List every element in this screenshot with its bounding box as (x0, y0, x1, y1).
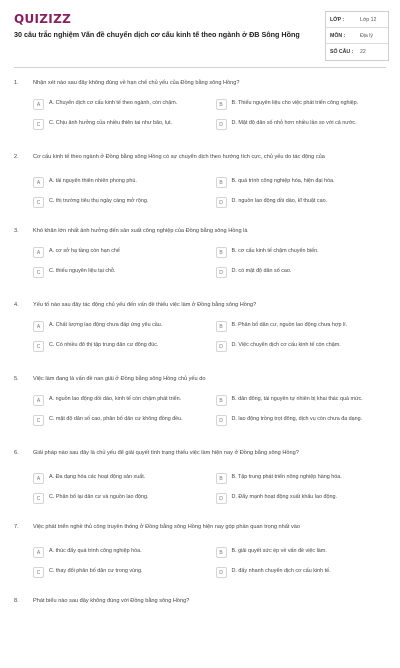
answer-options (33, 472, 388, 506)
option-letter-box: A (33, 547, 44, 558)
answer-option-a[interactable] (33, 176, 206, 190)
answer-options (33, 546, 388, 580)
question-item (0, 446, 400, 520)
answer-option-d[interactable] (216, 118, 389, 132)
option-letter-box: D (216, 567, 227, 578)
question-number: 2. (14, 154, 19, 160)
info-label: SỐ CÂU : (330, 49, 354, 55)
option-text: C. mật độ dân số cao, phân bố dân cư không đồng đều. (49, 416, 183, 422)
answer-option-a[interactable] (33, 246, 206, 260)
answer-option-d[interactable] (216, 492, 389, 506)
answer-options (33, 98, 388, 132)
document-title: 30 câu trắc nghiệm Vấn đề chuyển dịch cơ cấu kinh tế theo ngành ở ĐB Sông Hồng (14, 30, 300, 39)
option-letter-box: B (216, 247, 227, 258)
question-item (0, 520, 400, 594)
question-item (0, 76, 400, 150)
answer-option-c[interactable] (33, 566, 206, 580)
answer-option-c[interactable] (33, 118, 206, 132)
answer-option-c[interactable] (33, 414, 206, 428)
question-item (0, 224, 400, 298)
info-row-subject (326, 28, 388, 44)
answer-options (33, 320, 388, 354)
option-text: C. Chịu ảnh hưởng của nhiều thiên tai như bão, lụt. (49, 120, 173, 126)
answer-option-c[interactable] (33, 492, 206, 506)
option-letter-box: B (216, 177, 227, 188)
question-text: Nhận xét nào sau đây không đúng về hạn chế chủ yếu của Đồng bằng sông Hồng? (33, 80, 240, 86)
option-letter-box: B (216, 99, 227, 110)
option-text: A. thúc đẩy quá trình công nghiệp hóa. (49, 548, 142, 554)
option-text: B. giải quyết sức ép về vấn đề việc làm. (231, 548, 327, 554)
option-text: A. nguồn lao động dồi dào, kinh tế còn chậm phát triển. (49, 396, 182, 402)
option-text: C. thay đổi phân bố dân cư trong vùng. (49, 568, 143, 574)
option-letter-box: A (33, 473, 44, 484)
info-row-question-count (326, 44, 388, 60)
option-letter-box: D (216, 415, 227, 426)
option-letter-box: B (216, 547, 227, 558)
option-letter-box: D (216, 197, 227, 208)
option-text: B. Tập trung phát triển nông nghiệp hàng hóa. (231, 474, 342, 480)
answer-option-a[interactable] (33, 394, 206, 408)
answer-options (33, 176, 388, 210)
answer-option-b[interactable] (216, 472, 389, 486)
answer-options (33, 394, 388, 428)
answer-option-b[interactable] (216, 546, 389, 560)
option-letter-box: B (216, 473, 227, 484)
info-label: MÔN : (330, 32, 346, 39)
option-letter-box: B (216, 395, 227, 406)
option-text: D. lao động trồng trọt đông, dịch vụ còn chưa đa dạng. (231, 416, 363, 422)
info-row-grade (326, 12, 388, 28)
answer-option-d[interactable] (216, 414, 389, 428)
question-number: 8. (14, 598, 19, 604)
answer-option-d[interactable] (216, 266, 389, 280)
option-text: B. dân đông, tài nguyên tự nhiên bị khai thác quá mức. (231, 396, 363, 402)
question-text: Việc làm đang là vấn đề nan giải ở Đồng bằng sông Hồng chủ yếu do (33, 376, 206, 382)
option-letter-box: A (33, 395, 44, 406)
question-number: 5. (14, 376, 19, 382)
info-box (325, 11, 389, 61)
option-text: B. Thiếu nguyên liệu cho việc phát triển công nghiệp. (231, 100, 359, 106)
option-text: D. đẩy nhanh chuyển dịch cơ cấu kinh tế. (231, 568, 331, 574)
option-letter-box: C (33, 119, 44, 130)
question-text: Việc phát triển nghề thủ công truyền thống ở Đồng bằng sông Hồng hiện nay góp phần quan trọng nhất vào (33, 524, 300, 530)
option-text: B. Phân bố dân cư, nguồn lao động chưa hợp lí. (231, 322, 348, 328)
option-letter-box: D (216, 119, 227, 130)
answer-option-b[interactable] (216, 320, 389, 334)
answer-option-a[interactable] (33, 320, 206, 334)
info-value: Địa lý (360, 32, 373, 39)
answer-option-a[interactable] (33, 98, 206, 112)
question-item (0, 594, 400, 668)
answer-option-c[interactable] (33, 266, 206, 280)
info-label: LỚP : (330, 16, 345, 23)
quizizz-logo: QUIZIZZ (14, 12, 72, 26)
option-text: C. thị trường tiêu thụ ngày càng mở rộng. (49, 198, 149, 204)
question-text: Cơ cấu kinh tế theo ngành ở Đồng bằng sông Hồng có sự chuyển dịch theo hướng tích cực, chủ yếu do tác động của (33, 154, 325, 160)
option-letter-box: B (216, 321, 227, 332)
answer-option-b[interactable] (216, 394, 389, 408)
option-letter-box: A (33, 321, 44, 332)
option-text: A. Chất lượng lao động chưa đáp ứng yêu cầu. (49, 322, 163, 328)
option-letter-box: C (33, 415, 44, 426)
option-text: D. Đẩy mạnh hoạt động xuất khẩu lao động. (231, 494, 337, 500)
question-number: 6. (14, 450, 19, 456)
option-text: C. Phân bố lại dân cư và nguồn lao động. (49, 494, 149, 500)
option-text: D. có mật độ dân số cao. (231, 268, 292, 274)
option-letter-box: C (33, 197, 44, 208)
option-text: C. thiếu nguyên liệu tại chỗ. (49, 268, 116, 274)
answer-option-a[interactable] (33, 472, 206, 486)
question-text: Giải pháp nào sau đây là chủ yếu để giải quyết tình trạng thiếu việc làm hiện nay ở Đồng bằng sông Hồng? (33, 450, 299, 456)
answer-option-d[interactable] (216, 196, 389, 210)
question-number: 1. (14, 80, 19, 86)
option-text: A. Chuyển dịch cơ cấu kinh tế theo ngành, còn chậm. (49, 100, 178, 106)
option-letter-box: D (216, 341, 227, 352)
option-text: C. Có nhiều đô thị tập trung dân cư đông đúc. (49, 342, 159, 348)
question-text: Khó khăn lớn nhất ảnh hưởng đến sản xuất công nghiệp của Đồng bằng sông Hồng là (33, 228, 248, 234)
answer-options (33, 246, 388, 280)
option-text: A. tài nguyên thiên nhiên phong phú. (49, 178, 137, 184)
question-text: Phát biểu nào sau đây không đúng với Đồng bằng sông Hồng? (33, 598, 190, 604)
option-letter-box: C (33, 341, 44, 352)
option-letter-box: C (33, 567, 44, 578)
option-text: A. Đa dạng hóa các hoạt động sản xuất. (49, 474, 146, 480)
question-item (0, 150, 400, 224)
option-text: A. cơ sở hạ tầng còn hạn chế (49, 248, 120, 254)
option-letter-box: A (33, 99, 44, 110)
option-text: D. Việc chuyển dịch cơ cấu kinh tế còn chậm. (231, 342, 341, 348)
answer-option-a[interactable] (33, 546, 206, 560)
question-item (0, 372, 400, 446)
option-letter-box: A (33, 177, 44, 188)
option-letter-box: D (216, 493, 227, 504)
option-letter-box: C (33, 267, 44, 278)
info-value: 22 (360, 49, 366, 55)
answer-option-b[interactable] (216, 98, 389, 112)
option-text: B. cơ cấu kinh tế chậm chuyển biến. (231, 248, 319, 254)
answer-option-b[interactable] (216, 176, 389, 190)
header-divider (14, 67, 386, 68)
option-text: B. quá trình công nghiệp hóa, hiện đại hóa. (231, 178, 335, 184)
info-value: Lớp 12 (360, 16, 377, 23)
question-number: 4. (14, 302, 19, 308)
answer-option-c[interactable] (33, 196, 206, 210)
answer-option-c[interactable] (33, 340, 206, 354)
option-letter-box: C (33, 493, 44, 504)
answer-option-d[interactable] (216, 566, 389, 580)
option-letter-box: A (33, 247, 44, 258)
question-list (0, 76, 400, 668)
question-number: 7. (14, 524, 19, 530)
question-text: Yếu tố nào sau đây tác động chủ yếu đến vấn đề thiếu việc làm ở Đồng bằng sông Hồng? (33, 302, 257, 308)
option-text: D. Mật độ dân số nhỏ hơn nhiều lần so với cả nước. (231, 120, 357, 126)
answer-option-d[interactable] (216, 340, 389, 354)
question-number: 3. (14, 228, 19, 234)
page-header (0, 0, 400, 70)
question-item (0, 298, 400, 372)
option-text: D. nguồn lao động dồi dào, kĩ thuật cao. (231, 198, 328, 204)
option-letter-box: D (216, 267, 227, 278)
answer-option-b[interactable] (216, 246, 389, 260)
